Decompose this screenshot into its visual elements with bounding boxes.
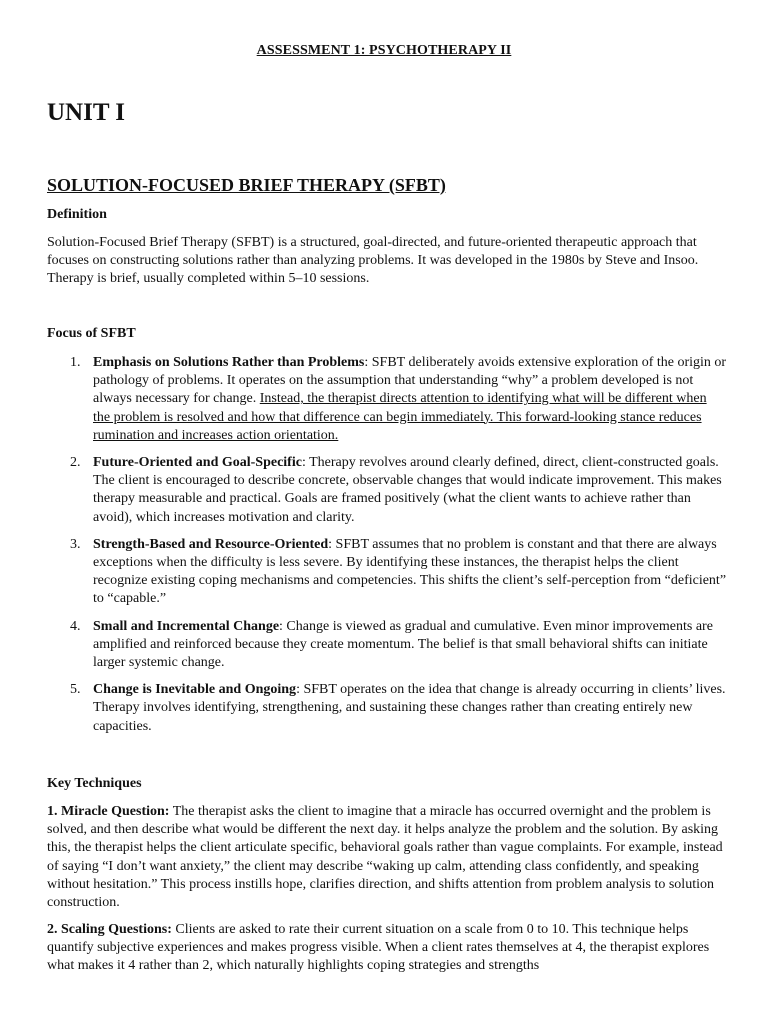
focus-heading: Focus of SFBT	[47, 326, 136, 341]
section-heading: SOLUTION-FOCUSED BRIEF THERAPY (SFBT)	[47, 175, 446, 195]
techniques-heading: Key Techniques	[47, 776, 142, 791]
list-item-title: Future-Oriented and Goal-Specific	[93, 455, 302, 471]
list-item-title: Change is Inevitable and Ongoing	[93, 682, 297, 698]
list-item	[47, 454, 727, 527]
definition-heading: Definition	[47, 207, 107, 222]
list-item-title: Small and Incremental Change	[93, 618, 280, 634]
document-title: ASSESSMENT 1: PSYCHOTHERAPY II	[256, 43, 512, 58]
technique-text: The therapist asks the client to imagine that a miracle has occurred overnight and the problem is solved, and then describe what would be different the next day. it helps analyze the problem and the solution. By asking this, the therapist helps the client articulate specific, behavioral goals rather than vague complaints. For example, instead of saying “I don’t want anxiety,” the client may describe “waking up calm, attending class confidently, and speaking without hesitation.” This process instills hope, clarifies direction, and shifts attention from problem analysis to solution construction.	[47, 804, 723, 911]
technique-title: 1. Miracle Question:	[47, 804, 170, 819]
list-item-number: 3.	[70, 536, 81, 552]
list-item-text: : SFBT operates on the idea that change is already occurring in clients’ lives. Therapy involves identifying, strengthening, and sustaining these changes rather than creating entirely new capacities.	[93, 682, 726, 734]
list-item-underlined-text: Instead, the therapist directs attention to identifying what will be different when the problem is resolved and how that difference can begin immediately. This forward-looking stance reduces rumination and increases action orientation.	[93, 391, 707, 443]
list-item-title: Strength-Based and Resource-Oriented	[93, 536, 329, 552]
technique-text: Clients are asked to rate their current situation on a scale from 0 to 10. This technique helps quantify subjective experiences and makes progress visible. When a client rates themselves at 4, the therapist explores what makes it 4 rather than 2, which naturally highlights coping strategies and strengths	[47, 922, 710, 974]
list-item-number: 2.	[70, 455, 81, 471]
list-item-number: 5.	[70, 682, 81, 698]
list-item	[47, 618, 727, 673]
list-item-title: Emphasis on Solutions Rather than Problems	[93, 355, 365, 370]
list-item	[47, 681, 727, 736]
technique-title: 2. Scaling Questions:	[47, 922, 172, 937]
list-item-number: 1.	[70, 355, 81, 370]
list-item	[47, 354, 727, 445]
technique-miracle-question	[47, 803, 727, 912]
unit-heading: UNIT I	[47, 99, 126, 126]
list-item-text: : Therapy revolves around clearly defined, direct, client-constructed goals. The client is encouraged to describe concrete, observable changes that would indicate improvement. This makes therapy measurable and practical. Goals are framed positively (what the client wants to achieve rather than avoid), which increases motivation and clarity.	[93, 455, 722, 525]
focus-list	[47, 354, 727, 745]
list-item-text: : SFBT assumes that no problem is constant and that there are always exceptions when the difficulty is less severe. By identifying these instances, the therapist helps the client recognize existing coping mechanisms and competencies. This shifts the client’s self-perception from “deficient” to “capable.”	[93, 536, 727, 607]
list-item-text: : SFBT deliberately avoids extensive exploration of the origin or pathology of problems. It operates on the assumption that understanding “why” a problem developed is not always necessary for change.	[93, 355, 727, 407]
definition-text: Solution-Focused Brief Therapy (SFBT) is a structured, goal-directed, and future-oriented therapeutic approach that focuses on constructing solutions rather than analyzing problems. It was developed in the 1980s by Steve and Insoo. Therapy is brief, usually completed within 5–10 sessions.	[47, 235, 699, 287]
technique-scaling-questions	[47, 921, 727, 976]
list-item	[47, 536, 727, 609]
list-item-text: : Change is viewed as gradual and cumulative. Even minor improvements are amplified and reinforced because they create momentum. The belief is that small behavioral shifts can initiate larger systemic change.	[93, 618, 713, 671]
list-item-number: 4.	[70, 618, 81, 634]
